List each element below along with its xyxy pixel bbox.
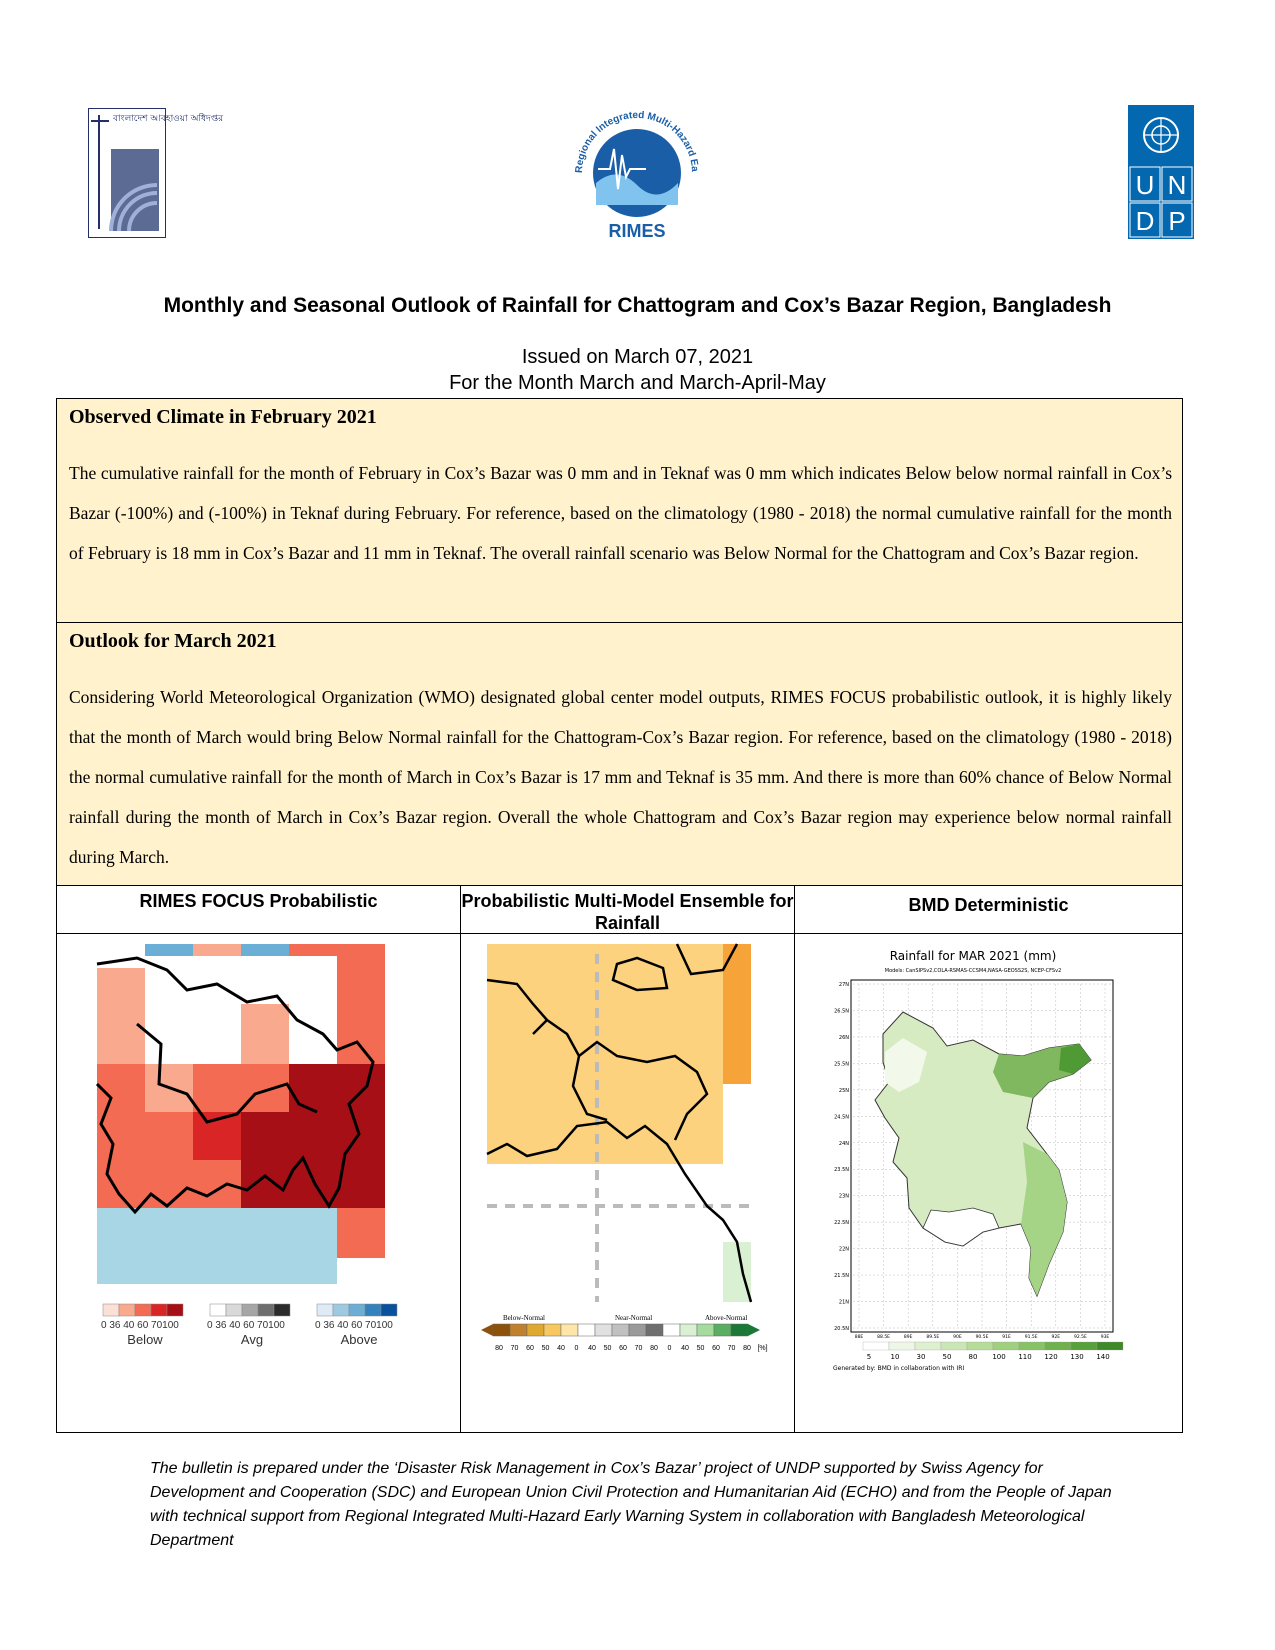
bmd-legend-tick: 80	[968, 1353, 978, 1361]
bmd-legend-tick: 100	[992, 1353, 1006, 1361]
mme-legend-tick: 70	[634, 1345, 643, 1352]
bmd-lat-tick: 21.5N	[834, 1273, 849, 1280]
mme-legend-tick: 60	[619, 1345, 627, 1352]
mme-legend-arrow-right	[748, 1324, 760, 1336]
bmd-lon-tick: 88E	[854, 1335, 864, 1340]
bmd-lat-tick: 24.5N	[834, 1114, 849, 1121]
observed-climate-section	[57, 399, 1182, 623]
mme-legend-swatch	[595, 1324, 612, 1336]
mme-legend-tick: 40	[588, 1345, 596, 1352]
bmd-lat-tick: 24N	[838, 1140, 849, 1147]
mme-legend-swatch	[527, 1324, 544, 1336]
bmd-logo	[88, 108, 224, 238]
mme-legend-swatch	[680, 1324, 697, 1336]
bmd-chart-title: Rainfall for MAR 2021 (mm)	[889, 949, 1057, 963]
mme-legend-header-above: Above-Normal	[705, 1314, 748, 1322]
bulletin-title: Monthly and Seasonal Outlook of Rainfall for Chattogram and Cox’s Bazar Region, Bangladesh	[163, 294, 1112, 317]
outlook-section	[57, 623, 1182, 886]
bmd-lat-tick: 23.5N	[834, 1167, 849, 1174]
focus-legend-swatch	[167, 1304, 183, 1316]
bmd-legend-swatch	[1045, 1342, 1071, 1350]
focus-legend-swatch	[151, 1304, 167, 1316]
bmd-legend-swatch	[967, 1342, 993, 1350]
bmd-lat-tick: 25N	[838, 1087, 849, 1094]
bmd-lon-tick: 90E	[953, 1335, 962, 1340]
focus-legend-label-above: Above	[340, 1332, 378, 1347]
bmd-models: Models: CanSIPSv2,COLA-RSMAS-CCSM4,NASA-GEOSS2S, NCEP-CFSv2	[884, 968, 1062, 974]
bmd-legend-tick: 10	[890, 1353, 900, 1361]
bmd-lon-tick: 92.5E	[1073, 1335, 1087, 1340]
bmd-title: BMD Deterministic	[795, 886, 1182, 934]
mme-legend-header-near: Near-Normal	[615, 1314, 653, 1322]
focus-legend-swatch	[333, 1304, 349, 1316]
focus-legend-swatch	[210, 1304, 226, 1316]
outlook-body: Considering World Meteorological Organization (WMO) designated global center model outputs, RIMES FOCUS probabilistic outlook, it is highly likely that the month of March would bring Below Normal rainfall for the Chattogram-Cox’s Bazar region. For reference, based on the climatology (1980 - 2018) the normal cumulative rainfall for the month of March in Cox’s Bazar is 17 mm and Teknaf is 35 mm. And there is more than 60% chance of Below Normal rainfall during the month of March in Cox’s Bazar region. Overall the whole Chattogram and Cox’s Bazar region may experience below normal rainfall during March.	[69, 687, 1172, 867]
mme-legend-tick: 70	[510, 1345, 519, 1352]
bmd-legend-swatch	[1097, 1342, 1123, 1350]
mme-legend-swatch	[697, 1324, 714, 1336]
bmd-legend-tick: 120	[1044, 1353, 1058, 1361]
bmd-legend-swatch	[915, 1342, 941, 1350]
mme-legend	[477, 1310, 777, 1362]
focus-legend-label-avg: Avg	[240, 1332, 264, 1347]
mme-legend-tick: 60	[526, 1345, 534, 1352]
rimes-logo	[562, 105, 712, 247]
mme-legend-swatch	[578, 1324, 595, 1336]
mme-legend-tick: [%]	[757, 1345, 768, 1352]
mme-legend-swatch	[629, 1324, 646, 1336]
focus-legend-label-below: Below	[127, 1332, 163, 1347]
focus-probabilistic-map	[97, 944, 385, 1284]
undp-letter-u: U	[1135, 170, 1155, 200]
bmd-lat-tick: 25.5N	[834, 1061, 849, 1068]
mme-title: Probabilistic Multi-Model Ensemble for Rainfall	[461, 886, 794, 934]
forecast-period: For the Month March and March-April-May	[449, 372, 826, 394]
mme-legend-tick: 40	[681, 1345, 689, 1352]
bmd-legend-tick: 140	[1096, 1353, 1110, 1361]
focus-title: RIMES FOCUS Probabilistic	[57, 886, 460, 934]
bmd-lon-tick: 90.5E	[975, 1335, 989, 1340]
focus-legend-ticks-above: 0 36 40 60 70100	[315, 1320, 393, 1331]
mme-legend-tick: 50	[603, 1345, 612, 1352]
mme-legend-swatch	[493, 1324, 510, 1336]
mme-legend-tick: 40	[557, 1345, 565, 1352]
mme-legend-tick: 60	[712, 1345, 720, 1352]
bmd-legend-swatch	[993, 1342, 1019, 1350]
focus-legend-swatch	[317, 1304, 333, 1316]
bmd-legend-tick: 30	[916, 1353, 926, 1361]
focus-legend-ticks-avg: 0 36 40 60 70100	[207, 1320, 285, 1331]
undp-letter-d: D	[1135, 206, 1155, 236]
bmd-lat-tick: 23N	[838, 1193, 849, 1200]
observed-body: The cumulative rainfall for the month of February in Cox’s Bazar was 0 mm and in Teknaf was 0 mm which indicates Below below normal rainfall in Cox’s Bazar (-100%) and (-100%) in Teknaf during February. For reference, based on the climatology (1980 - 2018) the normal cumulative rainfall for the month of February is 18 mm in Cox’s Bazar and 11 mm in Teknaf. The overall rainfall scenario was Below Normal for the Chattogram and Cox’s Bazar region.	[69, 463, 1172, 563]
mme-legend-tick: 50	[696, 1345, 705, 1352]
rimes-logo-ring: Regional Integrated Multi-Hazard Ea	[573, 109, 701, 174]
mme-legend-tick: 80	[650, 1345, 658, 1352]
bmd-lon-tick: 92E	[1051, 1335, 1061, 1340]
bmd-credit: Generated by: BMD in collaboration with IRI	[833, 1365, 965, 1372]
mme-legend-tick: 50	[541, 1345, 550, 1352]
bmd-lat-tick: 20.5N	[834, 1326, 849, 1332]
focus-legend-swatch	[365, 1304, 381, 1316]
bmd-legend-swatch	[863, 1342, 889, 1350]
focus-column	[57, 886, 461, 1432]
bmd-legend-swatch	[1071, 1342, 1097, 1350]
bmd-lat-tick: 27N	[838, 982, 849, 988]
mme-legend-swatch	[663, 1324, 680, 1336]
mme-legend-header-below: Below-Normal	[503, 1314, 545, 1322]
mme-legend-arrow-left	[481, 1324, 493, 1336]
focus-legend-swatch	[381, 1304, 397, 1316]
issue-date: Issued on March 07, 2021	[521, 346, 754, 368]
bmd-deterministic-map	[823, 942, 1129, 1374]
focus-legend-swatch	[103, 1304, 119, 1316]
mme-legend-swatch	[646, 1324, 663, 1336]
bmd-legend-tick: 5	[866, 1353, 872, 1361]
mme-legend-swatch	[612, 1324, 629, 1336]
bmd-lon-tick: 88.5E	[877, 1335, 891, 1340]
focus-legend-swatch	[274, 1304, 290, 1316]
focus-legend-swatch	[349, 1304, 365, 1316]
bmd-lat-tick: 22N	[838, 1246, 849, 1253]
bmd-legend-tick: 130	[1070, 1353, 1084, 1361]
mme-legend-tick: 80	[743, 1345, 751, 1352]
bmd-legend-swatch	[889, 1342, 915, 1350]
bmd-lat-tick: 22.5N	[834, 1220, 849, 1227]
focus-legend-swatch	[119, 1304, 135, 1316]
mme-legend-swatch	[714, 1324, 731, 1336]
undp-logo	[1128, 105, 1194, 239]
mme-legend-tick: 70	[727, 1345, 736, 1352]
bmd-lon-tick: 91E	[1002, 1335, 1011, 1340]
undp-letter-p: P	[1168, 206, 1186, 236]
focus-legend-swatch	[135, 1304, 151, 1316]
focus-legend-ticks-below: 0 36 40 60 70100	[101, 1320, 179, 1331]
mme-legend-tick: 80	[495, 1345, 503, 1352]
bmd-lat-tick: 21N	[838, 1299, 849, 1306]
focus-legend-swatch	[226, 1304, 242, 1316]
bmd-lat-tick: 26N	[838, 1034, 849, 1041]
bmd-lon-tick: 91.5E	[1024, 1335, 1038, 1340]
mme-legend-swatch	[561, 1324, 578, 1336]
outlook-heading: Outlook for March 2021	[69, 630, 277, 652]
bmd-column	[795, 886, 1182, 1432]
bmd-lon-tick: 89.5E	[926, 1335, 940, 1340]
undp-letter-n: N	[1167, 170, 1187, 200]
mme-column	[461, 886, 795, 1432]
bmd-legend-swatch	[941, 1342, 967, 1350]
focus-legend-swatch	[258, 1304, 274, 1316]
bmd-legend-swatch	[1019, 1342, 1045, 1350]
mme-legend-swatch	[510, 1324, 527, 1336]
mme-legend-swatch	[731, 1324, 748, 1336]
observed-heading: Observed Climate in February 2021	[69, 406, 377, 428]
bmd-legend-tick: 50	[942, 1353, 952, 1361]
footer-note: The bulletin is prepared under the ‘Disaster Risk Management in Cox’s Bazar’ project of UNDP supported by Swiss Agency for Development and Cooperation (SDC) and European Union Civil Protection and Humanitarian Aid (ECHO) and from the People of Japan with technical support from Regional Integrated Multi-Hazard Early Warning System in collaboration with Bangladesh Meteorological Department	[150, 1460, 1112, 1549]
rimes-logo-text: RIMES	[608, 221, 666, 241]
bmd-legend-tick: 110	[1018, 1353, 1032, 1361]
mme-legend-swatch	[544, 1324, 561, 1336]
outlook-table	[56, 398, 1183, 1433]
bmd-lat-tick: 26.5N	[834, 1008, 849, 1015]
focus-legend	[97, 1298, 421, 1358]
focus-legend-swatch	[242, 1304, 258, 1316]
mme-legend-tick: 0	[574, 1345, 579, 1352]
mme-probabilistic-map	[487, 944, 751, 1302]
bmd-lon-tick: 93E	[1100, 1335, 1110, 1340]
bmd-lon-tick: 89E	[903, 1335, 913, 1340]
bmd-logo-text: বাংলাদেশ আবহাওয়া অধিদপ্তর	[113, 114, 224, 124]
mme-legend-tick: 0	[667, 1345, 672, 1352]
